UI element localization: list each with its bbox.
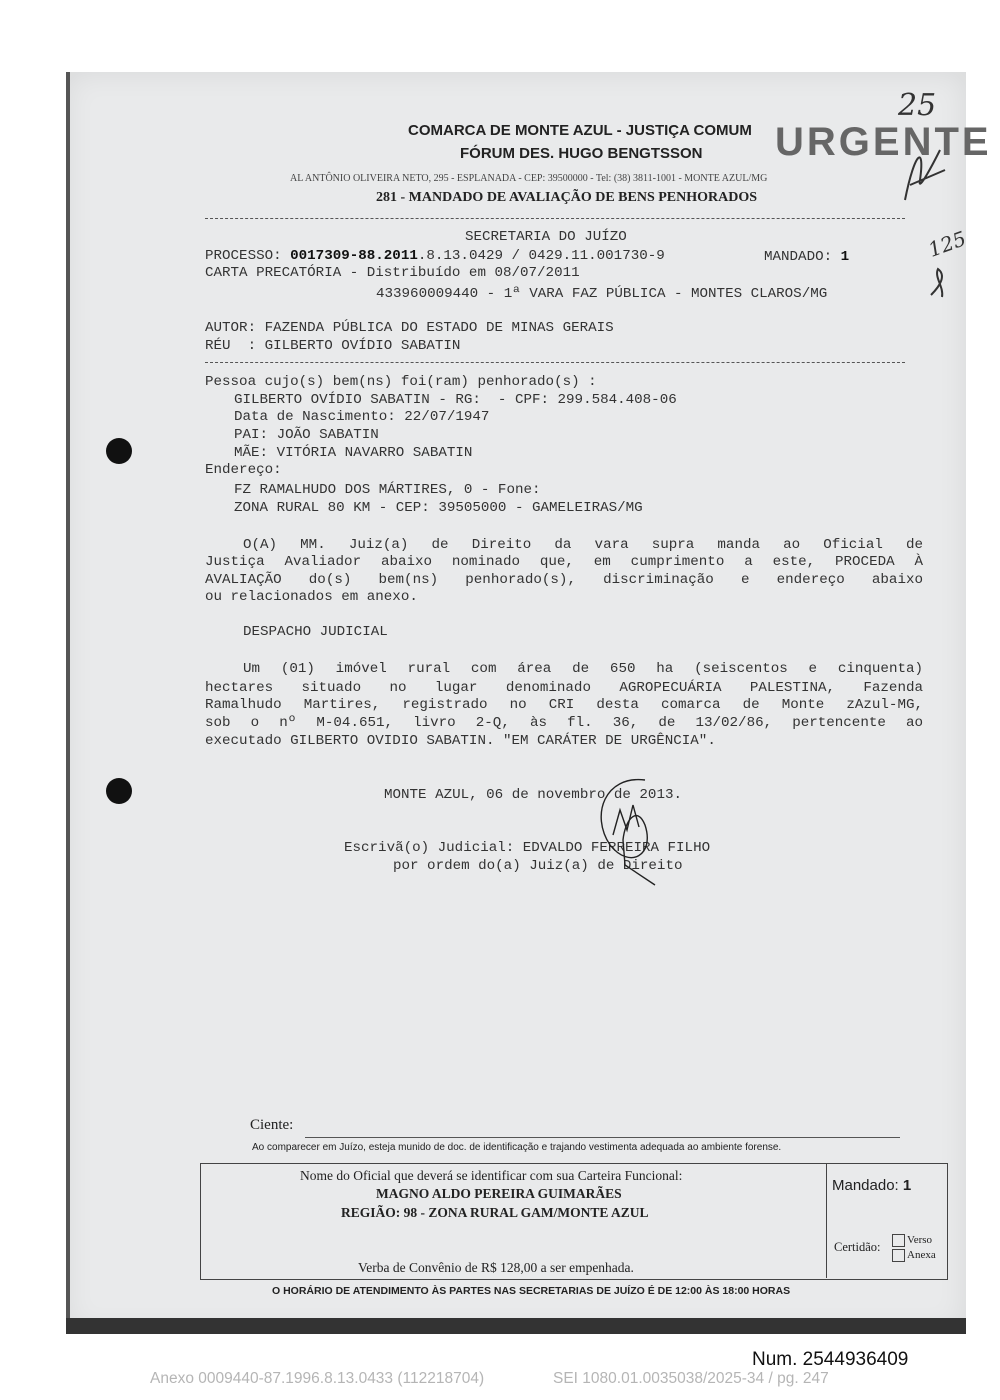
mandado-label: MANDADO:: [764, 249, 841, 265]
mandado-box-value: 1: [902, 1177, 912, 1194]
separator: [205, 362, 905, 363]
endereco-line-1: FZ RAMALHUDO DOS MÁRTIRES, 0 - Fone:: [234, 482, 541, 498]
escriva-line: Escrivã(o) Judicial: EDVALDO FERREIRA FILHO: [344, 840, 711, 856]
punch-hole: [106, 778, 132, 804]
pessoa-mae: MÃE: VITÓRIA NAVARRO SABATIN: [234, 445, 473, 461]
date-line: MONTE AZUL, 06 de novembro de 2013.: [384, 787, 682, 803]
processo-line: [205, 248, 665, 264]
handwritten-side-number: 125: [925, 226, 970, 262]
ordem-line: ou relacionados em anexo.: [205, 589, 418, 605]
verso-checkbox: [892, 1234, 905, 1247]
court-name: COMARCA DE MONTE AZUL - JUSTIÇA COMUM: [408, 122, 752, 139]
mandado-box-label: Mandado:: [832, 1177, 899, 1194]
vara-line: 433960009440 - 1ª VARA FAZ PÚBLICA - MONTES CLAROS/MG: [376, 286, 828, 302]
ciente-note: Ao comparecer em Juízo, esteja munido de doc. de identificação e trajando vestimenta adequada ao ambiente forense.: [252, 1142, 782, 1153]
ciente-signature-line: [305, 1137, 900, 1138]
mandado-box: [832, 1177, 911, 1194]
scan-edge: [66, 72, 70, 1332]
carta-precatoria: CARTA PRECATÓRIA - Distribuído em 08/07/2011: [205, 265, 580, 281]
ordem-line: Justiça Avaliador abaixo nominado que, em cumprimento a este, PROCEDA À: [205, 554, 923, 570]
reu-line: RÉU : GILBERTO OVÍDIO SABATIN: [205, 338, 461, 354]
separator: [205, 218, 905, 219]
verba-line: Verba de Convênio de R$ 128,00 a ser empenhada.: [358, 1260, 634, 1275]
signature-icon: [575, 765, 685, 895]
endereco-line-2: ZONA RURAL 80 KM - CEP: 39505000 - GAMELEIRAS/MG: [234, 500, 643, 516]
despacho-line: Um (01) imóvel rural com área de 650 ha (seiscentos e cinquenta): [243, 661, 923, 677]
footer-sei: SEI 1080.01.0035038/2025-34 / pg. 247: [553, 1370, 829, 1387]
document-number: Num. 2544936409: [752, 1349, 909, 1370]
autor-line: AUTOR: FAZENDA PÚBLICA DO ESTADO DE MINAS GERAIS: [205, 320, 614, 336]
processo-number: 0017309-88.2011: [290, 248, 418, 264]
secretaria-heading: SECRETARIA DO JUÍZO: [465, 229, 627, 245]
punch-hole: [106, 438, 132, 464]
despacho-line: hectares situado no lugar denominado AGROPECUÁRIA PALESTINA, Fazenda: [205, 680, 923, 696]
processo-label: PROCESSO:: [205, 248, 291, 264]
anexa-label: Anexa: [907, 1249, 936, 1262]
despacho-line: Ramalhudo Martires, registrado no CRI desta comarca de Monte zAzul-MG,: [205, 697, 923, 713]
ordem-line: AVALIAÇÃO do(s) bem(ns) penhorado(s), discriminação e endereço abaixo: [205, 572, 923, 588]
despacho-line: sob o nº M-04.651, livro 2-Q, às fl. 36, de 13/02/86, pertencente ao: [205, 715, 923, 731]
document-title: 281 - MANDADO DE AVALIAÇÃO DE BENS PENHORADOS: [376, 190, 758, 205]
pessoa-name: GILBERTO OVÍDIO SABATIN - RG: - CPF: 299.584.408-06: [234, 392, 677, 408]
anexa-checkbox: [892, 1249, 905, 1262]
mandado-line: [764, 249, 849, 265]
scan-bottom-edge: [66, 1318, 966, 1334]
pessoa-pai: PAI: JOÃO SABATIN: [234, 427, 379, 443]
endereco-label: Endereço:: [205, 462, 282, 478]
pessoa-heading: Pessoa cujo(s) bem(ns) foi(ram) penhorado(s) :: [205, 374, 597, 390]
initials-scribble-icon: [926, 265, 950, 301]
oficial-label: Nome do Oficial que deverá se identificar com sua Carteira Funcional:: [300, 1168, 683, 1183]
footer-anexo: Anexo 0009440-87.1996.8.13.0433 (112218704): [150, 1370, 485, 1387]
horario-note: O HORÁRIO DE ATENDIMENTO ÀS PARTES NAS SECRETARIAS DE JUÍZO É DE 12:00 ÀS 18:00 HORAS: [272, 1285, 791, 1297]
court-address: AL ANTÔNIO OLIVEIRA NETO, 295 - ESPLANADA - CEP: 39500000 - Tel: (38) 3811-1001 - MONTE AZUL/MG: [290, 173, 768, 184]
oficial-name: MAGNO ALDO PEREIRA GUIMARÃES: [376, 1186, 622, 1201]
anexa-option: [892, 1249, 936, 1262]
despacho-line: executado GILBERTO OVIDIO SABATIN. "EM CARÁTER DE URGÊNCIA".: [205, 733, 716, 749]
processo-number-rest: .8.13.0429 / 0429.11.001730-9: [417, 248, 665, 264]
ciente-label: Ciente:: [250, 1117, 294, 1133]
verso-label: Verso: [907, 1234, 933, 1247]
pessoa-birth: Data de Nascimento: 22/07/1947: [234, 409, 490, 425]
ordem-line: O(A) MM. Juiz(a) de Direito da vara supra manda ao Oficial de: [243, 537, 923, 553]
mandado-number: 1: [840, 249, 850, 265]
oficial-regiao: REGIÃO: 98 - ZONA RURAL GAM/MONTE AZUL: [341, 1205, 649, 1220]
verso-option: [892, 1234, 932, 1247]
certidao-label: Certidão:: [834, 1240, 881, 1254]
initials-scribble-icon: [895, 140, 955, 210]
por-ordem-line: por ordem do(a) Juiz(a) de Direito: [393, 858, 683, 874]
urgent-stamp: URGENTE: [775, 120, 992, 164]
oficial-box-divider: [826, 1163, 827, 1278]
forum-name: FÓRUM DES. HUGO BENGTSSON: [460, 145, 703, 162]
despacho-title: DESPACHO JUDICIAL: [243, 624, 388, 640]
handwritten-page-number: 25: [898, 88, 937, 123]
